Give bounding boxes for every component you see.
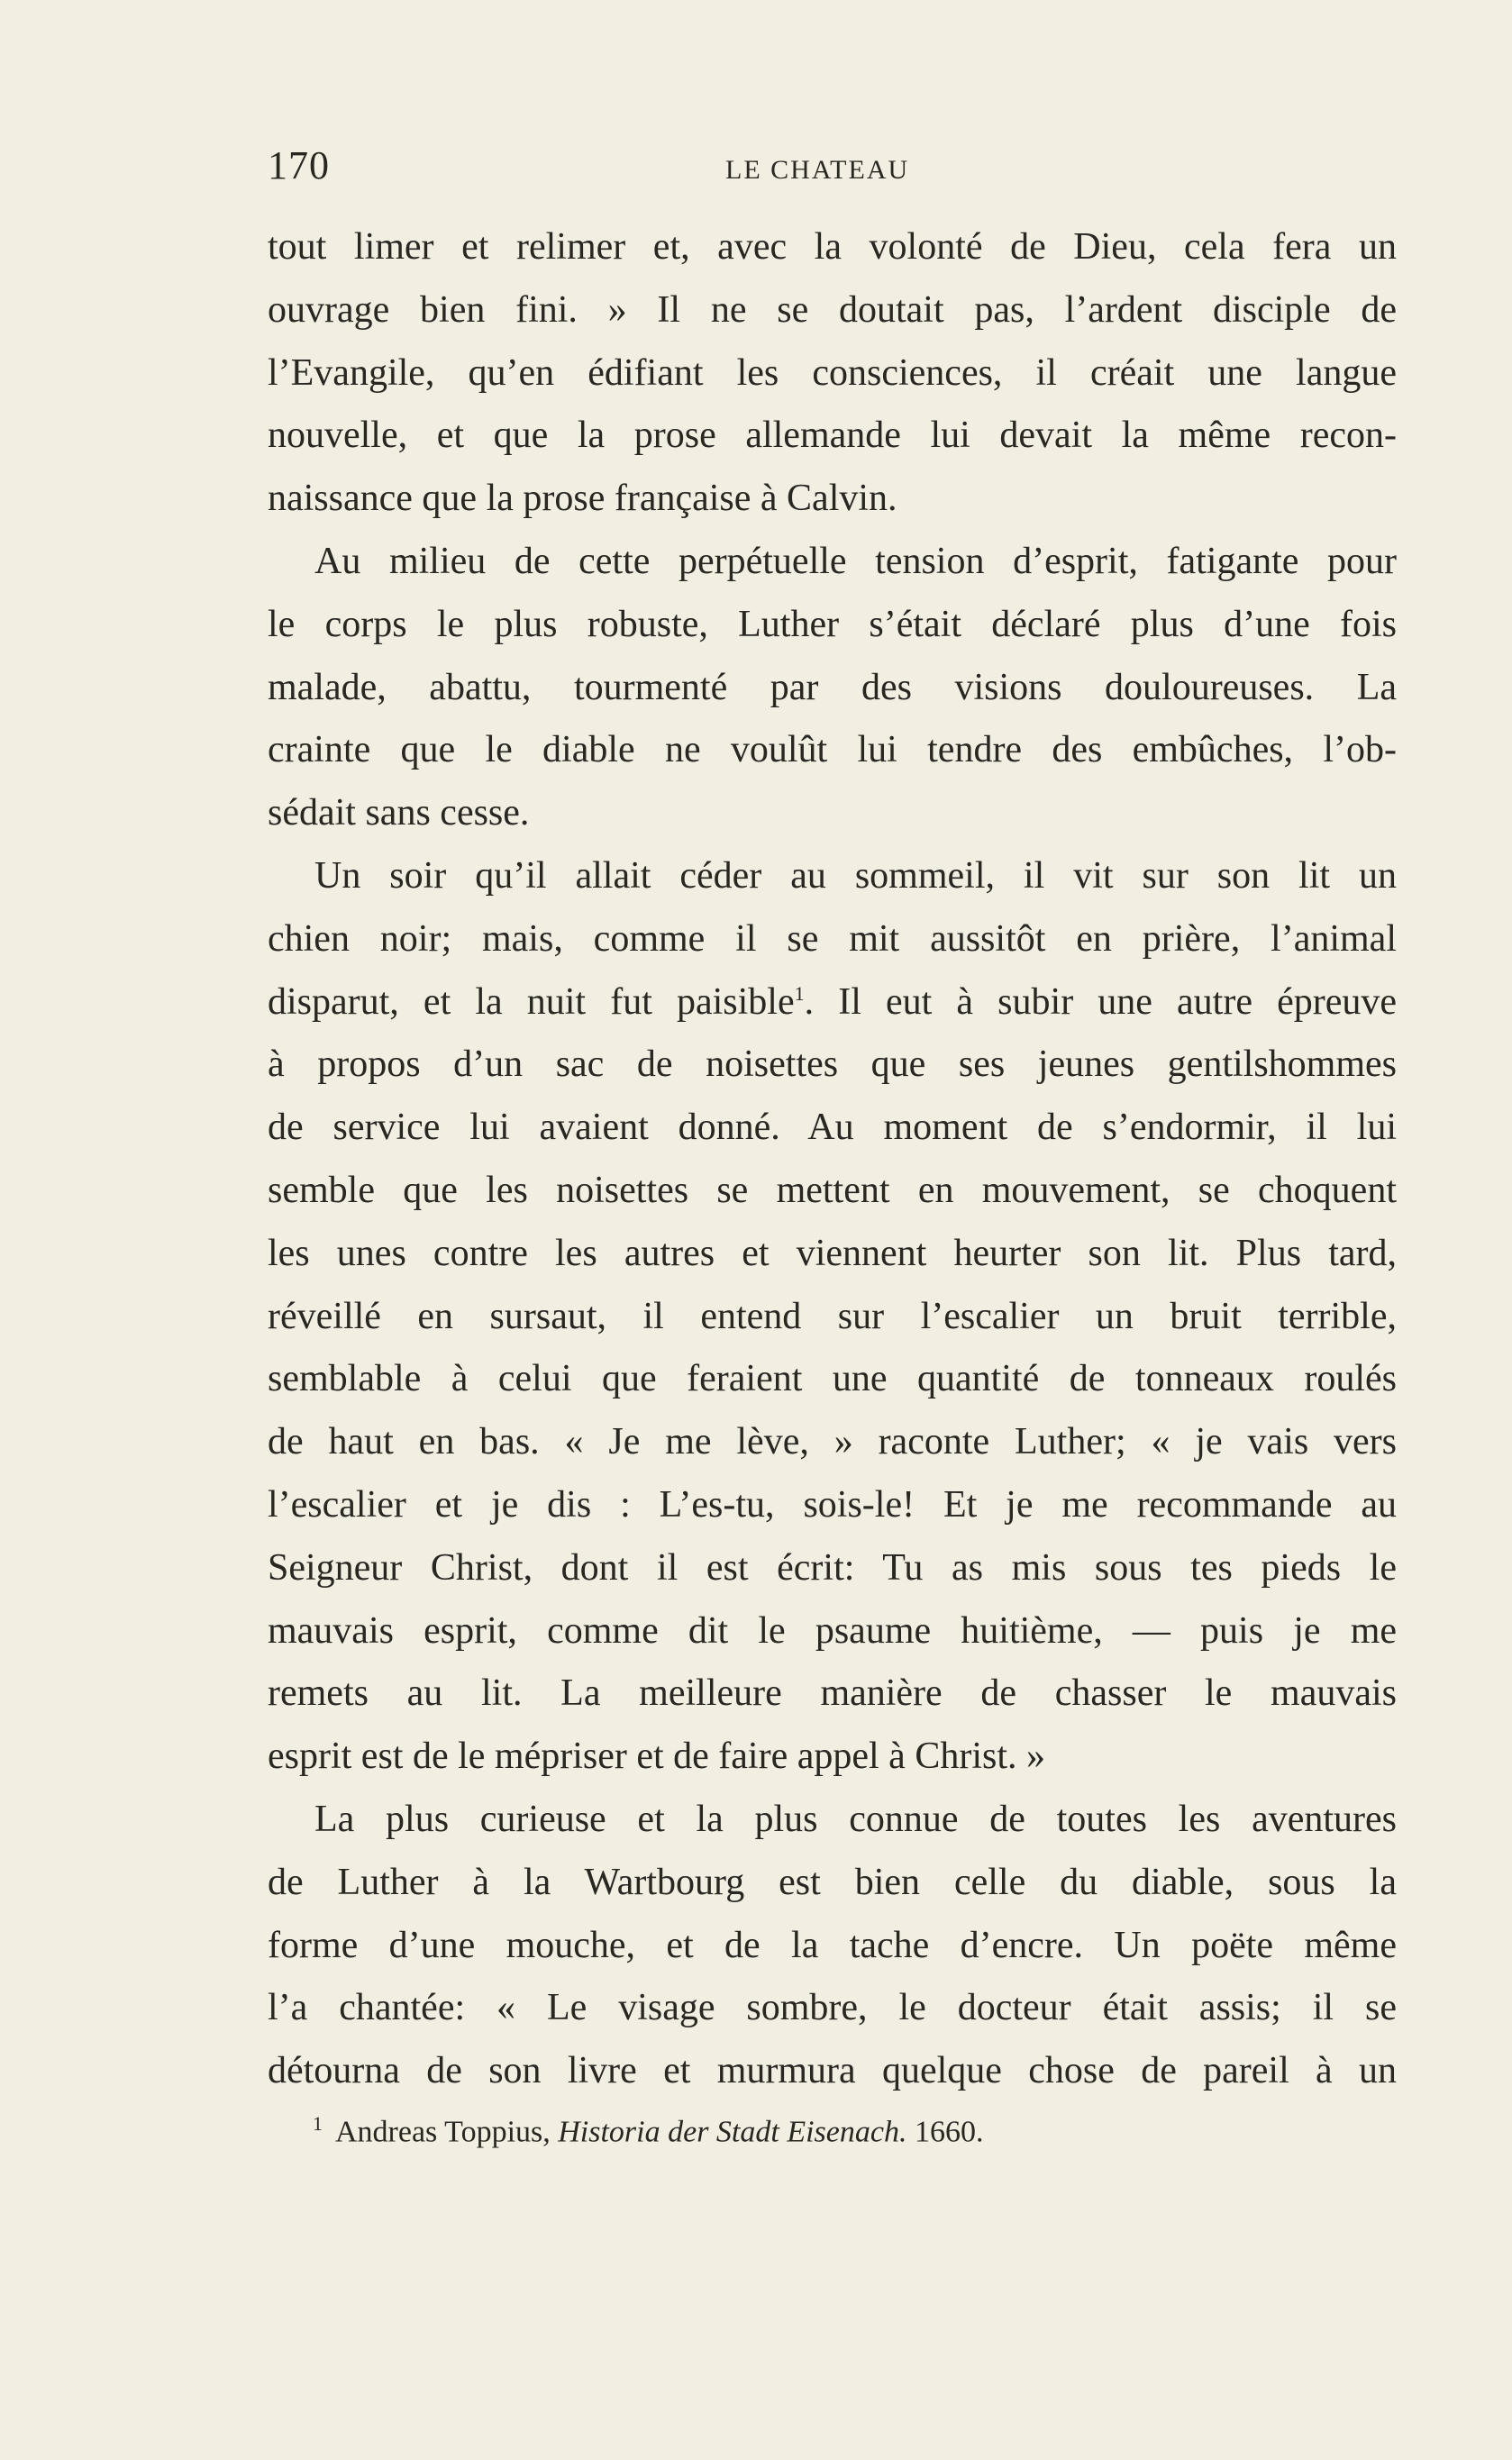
text-line: esprit est de le mépriser et de faire appel à Christ. » xyxy=(268,1736,1046,1778)
running-title: LE CHATEAU xyxy=(725,155,910,185)
text-line: crainte que le diable ne voulût lui tendre des embûches, l’ob- xyxy=(268,729,1397,771)
text-line: l’escalier et je dis : L’es-tu, sois-le! Et je me recommande au xyxy=(268,1483,1397,1526)
text-line: de haut en bas. « Je me lève, » raconte Luther; « je vais vers xyxy=(268,1421,1397,1463)
text-line: de Luther à la Wartbourg est bien celle du diable, sous la xyxy=(268,1861,1397,1903)
text-line: l’Evangile, qu’en édifiant les consciences, il créait une langue xyxy=(268,351,1397,394)
body-text xyxy=(268,216,1397,2103)
text-line: à propos d’un sac de noisettes que ses jeunes gentilshommes xyxy=(268,1043,1397,1086)
line-text: . Il eut à subir une autre épreuve xyxy=(804,980,1397,1023)
text-line: semblable à celui que feraient une quantité de tonneaux roulés xyxy=(268,1358,1397,1400)
footnote-reference: 1 xyxy=(794,981,805,1005)
line-text: disparut, et la nuit fut paisible xyxy=(268,980,795,1023)
text-line: semble que les noisettes se mettent en mouvement, se choquent xyxy=(268,1169,1397,1211)
text-line: Un soir qu’il allait céder au sommeil, il vit sur son lit un xyxy=(314,854,1397,897)
text-line: sédait sans cesse. xyxy=(268,792,530,834)
footnote-year: 1660. xyxy=(914,2115,984,2149)
text-line: nouvelle, et que la prose allemande lui devait la même recon- xyxy=(268,415,1397,457)
text-line: remets au lit. La meilleure manière de chasser le mauvais xyxy=(268,1672,1397,1715)
text-line: naissance que la prose française à Calvin. xyxy=(268,478,897,520)
text-line-with-note xyxy=(268,971,1397,1034)
footnote xyxy=(313,2112,983,2149)
text-line: ouvrage bien fini. » Il ne se doutait pas, l’ardent disciple de xyxy=(268,288,1397,331)
footnote-marker: 1 xyxy=(313,2112,323,2135)
footnote-title: Historia der Stadt Eisenach. xyxy=(558,2115,907,2149)
text-line: mauvais esprit, comme dit le psaume huitième, — puis je me xyxy=(268,1609,1397,1652)
text-line: tout limer et relimer et, avec la volonté de Dieu, cela fera un xyxy=(268,226,1397,268)
text-line: chien noir; mais, comme il se mit aussitôt en prière, l’animal xyxy=(268,917,1397,960)
running-head xyxy=(268,142,1397,205)
text-line: le corps le plus robuste, Luther s’était déclaré plus d’une fois xyxy=(268,603,1397,645)
text-line: Au milieu de cette perpétuelle tension d’esprit, fatigante pour xyxy=(314,540,1397,582)
footnote-author: Andreas Toppius, xyxy=(335,2115,551,2149)
text-line: de service lui avaient donné. Au moment de s’endormir, il lui xyxy=(268,1107,1397,1149)
text-line: malade, abattu, tourmenté par des visions douloureuses. La xyxy=(268,666,1397,708)
text-line: La plus curieuse et la plus connue de toutes les aventures xyxy=(314,1798,1397,1840)
text-line: forme d’une mouche, et de la tache d’encre. Un poëte même xyxy=(268,1924,1397,1966)
text-line: Seigneur Christ, dont il est écrit: Tu as mis sous tes pieds le xyxy=(268,1546,1397,1589)
text-line: réveillé en sursaut, il entend sur l’escalier un bruit terrible, xyxy=(268,1295,1397,1337)
text-line: détourna de son livre et murmura quelque chose de pareil à un xyxy=(268,2050,1397,2092)
page-number: 170 xyxy=(268,143,330,187)
text-line: l’a chantée: « Le visage sombre, le docteur était assis; il se xyxy=(268,1987,1397,2029)
text-line: les unes contre les autres et viennent heurter son lit. Plus tard, xyxy=(268,1232,1397,1274)
